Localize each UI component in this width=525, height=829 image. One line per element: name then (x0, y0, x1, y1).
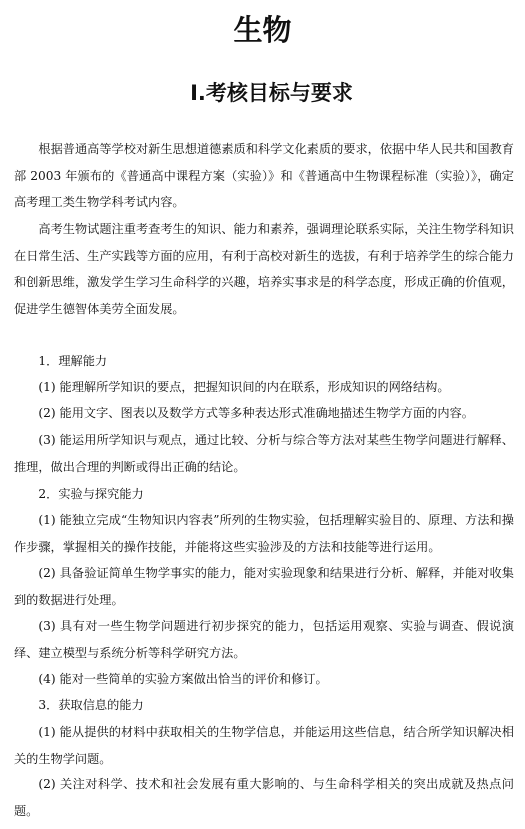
intro-paragraph-2: 高考生物试题注重考查考生的知识、能力和素养，强调理论联系实际，关注生物学科知识在日常生活、生产实践等方面的应用，有利于高校对新生的选拔，有利于培养学生的综合能力和创新思维，激发学生学习生命科学的兴趣，培养实事求是的科学态度，形成正确的价值观，促进学生德智体美劳全面发展。 (14, 222, 514, 316)
understanding-item-2: (2) 能用文字、图表以及数学方式等多种表达形式准确地描述生物学方面的内容。 (38, 406, 474, 420)
experiment-item-1: (1) 能独立完成“生物知识内容表”所列的生物实验，包括理解实验目的、原理、方法和操作步骤，掌握相关的操作技能，并能将这些实验涉及的方法和技能等进行运用。 (14, 513, 514, 554)
section-heading-understanding: 1．理解能力 (38, 354, 108, 368)
experiment-item-4: (4) 能对一些简单的实验方案做出恰当的评价和修订。 (38, 672, 328, 686)
section-heading-experiment: 2．实验与探究能力 (38, 487, 144, 501)
understanding-item-1: (1) 能理解所学知识的要点，把握知识间的内在联系，形成知识的网络结构。 (38, 380, 450, 394)
experiment-item-3: (3) 具有对一些生物学问题进行初步探究的能力，包括运用观察、实验与调查、假说演绎、建立模型与系统分析等科学研究方法。 (14, 619, 514, 660)
understanding-item-3: (3) 能运用所学知识与观点，通过比较、分析与综合等方法对某些生物学问题进行解释、推理，做出合理的判断或得出正确的结论。 (14, 433, 514, 474)
section-title: Ⅰ.考核目标与要求 (190, 81, 353, 105)
experiment-item-2: (2) 具备验证简单生物学事实的能力，能对实验现象和结果进行分析、解释，并能对收集到的数据进行处理。 (14, 566, 514, 607)
page-title: 生物 (233, 13, 292, 47)
information-item-1: (1) 能从提供的材料中获取相关的生物学信息，并能运用这些信息，结合所学知识解决相关的生物学问题。 (14, 725, 514, 766)
information-item-2: (2) 关注对科学、技术和社会发展有重大影响的、与生命科学相关的突出成就及热点问题。 (14, 777, 514, 818)
section-heading-information: 3．获取信息的能力 (38, 698, 144, 712)
intro-paragraph-1: 根据普通高等学校对新生思想道德素质和科学文化素质的要求，依据中华人民共和国教育部 2003 年颁布的《普通高中课程方案（实验）》和《普通高中生物课程标准（实验）》，确定高考理工类生物学科考试内容。 (14, 142, 514, 210)
